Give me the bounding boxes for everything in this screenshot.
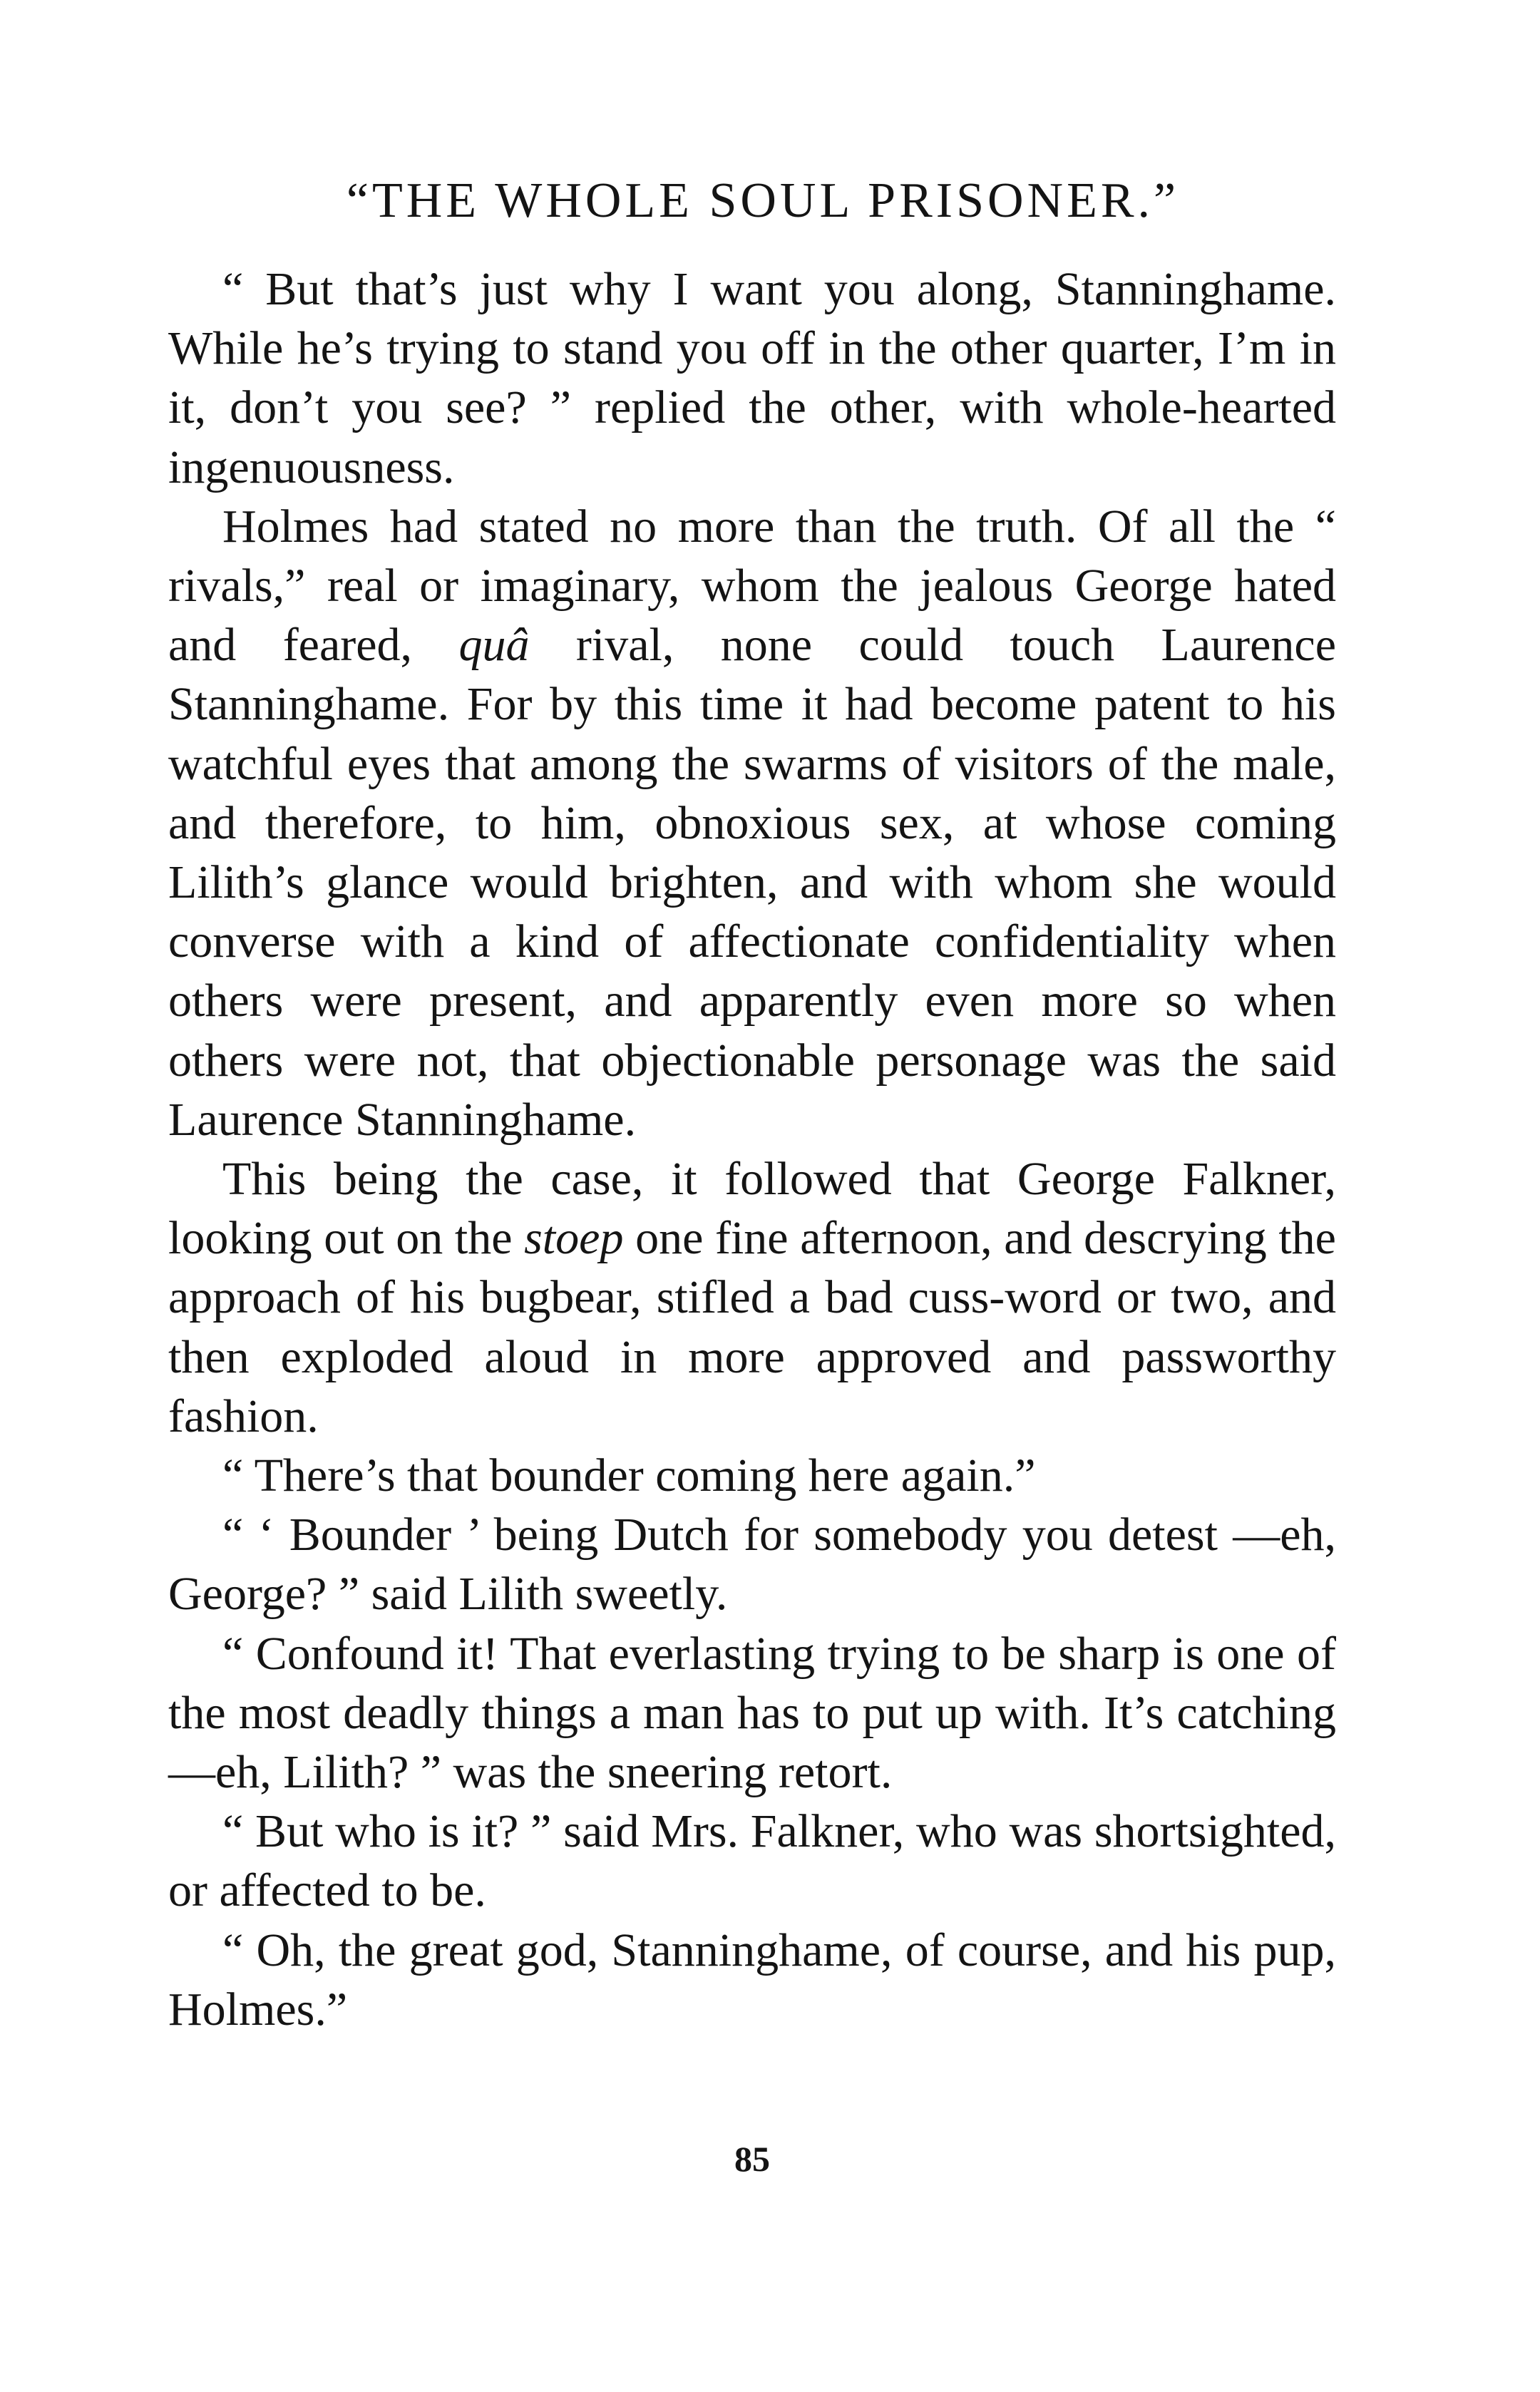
italic-word: stoep xyxy=(524,1212,624,1265)
paragraph: Holmes had stated no more than the truth. Of all the “ rivals,” real or imaginary, whom the jealous George hated and feared, quâ rival, none could touch Laurence Stanninghame. For by this time it had become patent to his watchful eyes that among the swarms of visitors of the male, and therefore, to him, obnoxious sex, at whose coming Lilith’s glance would brighten, and with whom she would converse with a kind of affectionate confidentiality when others were present, and apparently even more so when others were not, that objectionable personage was the said Laurence Stanninghame. xyxy=(168,500,1336,1146)
paragraph: “ Confound it! That everlasting trying to be sharp is one of the most deadly things a man has to put up with. It’s catching—eh, Lilith? ” was the sneering retort. xyxy=(168,1627,1336,1799)
italic-word: quâ xyxy=(458,619,530,672)
paragraph: “ Oh, the great god, Stanninghame, of course, and his pup, Holmes.” xyxy=(168,1924,1336,2036)
book-page xyxy=(168,165,1336,2219)
paragraph: This being the case, it followed that George Falkner, looking out on the stoep one fine afternoon, and descrying the approach of his bugbear, stifled a bad cuss-word or two, and then exploded aloud in more approved and passworthy fashion. xyxy=(168,1153,1336,1442)
page-number: 85 xyxy=(734,2139,770,2179)
running-title: “THE WHOLE SOUL PRISONER.” xyxy=(346,173,1180,228)
body-text xyxy=(168,260,1336,2039)
paragraph: “ There’s that bounder coming here again.” xyxy=(222,1449,1036,1502)
paragraph: “ ‘ Bounder ’ being Dutch for somebody you detest —eh, George? ” said Lilith sweetly. xyxy=(168,1509,1336,1621)
paragraph: “ But that’s just why I want you along, Stanninghame. While he’s trying to stand you off in the other quarter, I’m in it, don’t you see? ” replied the other, with whole-hearted ingenuousness. xyxy=(168,263,1336,493)
paragraph: “ But who is it? ” said Mrs. Falkner, who was shortsighted, or affected to be. xyxy=(168,1805,1336,1917)
